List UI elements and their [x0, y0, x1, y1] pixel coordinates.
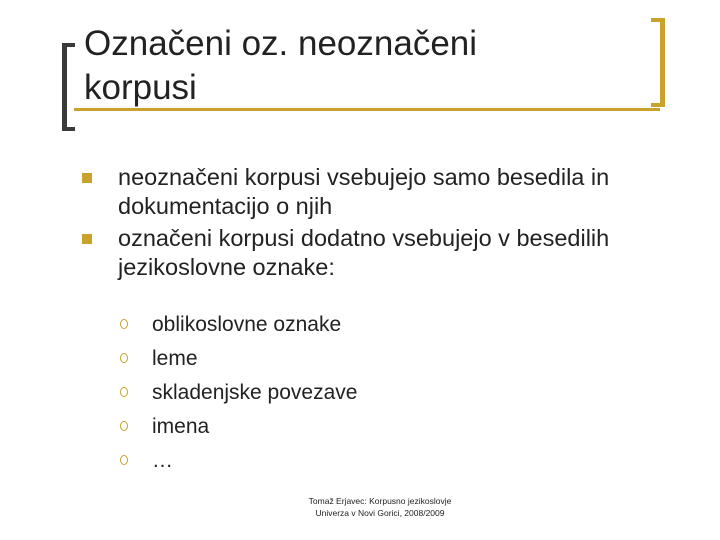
- sub-bullet-text: leme: [152, 347, 198, 370]
- slide-title-line-2: korpusi: [84, 68, 197, 107]
- sub-bullet-item: [118, 308, 518, 342]
- slide-title-line-1: Označeni oz. neoznačeni: [84, 24, 478, 63]
- bullet-list: [82, 163, 682, 285]
- slide-footer: [240, 495, 520, 519]
- ring-bullet-icon: [120, 387, 128, 397]
- ring-bullet-icon: [120, 421, 128, 431]
- bullet-text: neoznačeni korpusi vsebujejo samo besedila in dokumentacijo o njih: [118, 164, 610, 219]
- sub-bullet-text: imena: [152, 415, 210, 438]
- left-bracket-decoration: [62, 43, 74, 131]
- sub-bullet-text: …: [152, 449, 173, 472]
- square-bullet-icon: [82, 234, 92, 244]
- sub-bullet-item: [118, 376, 518, 410]
- ring-bullet-icon: [120, 353, 128, 363]
- footer-institution-line: Univerza v Novi Gorici, 2008/2009: [315, 508, 445, 518]
- ring-bullet-icon: [120, 319, 128, 329]
- footer-author-line: Tomaž Erjavec: Korpusno jezikoslovje: [308, 496, 452, 506]
- sub-bullet-item: [118, 444, 518, 478]
- bullet-item: [82, 163, 682, 221]
- sub-bullet-item: [118, 410, 518, 444]
- ring-bullet-icon: [120, 455, 128, 465]
- right-bracket-decoration: [651, 18, 665, 107]
- sub-bullet-text: oblikoslovne oznake: [152, 313, 342, 336]
- bullet-text: označeni korpusi dodatno vsebujejo v besedilih jezikoslovne oznake:: [118, 225, 610, 280]
- sub-bullet-text: skladenjske povezave: [152, 381, 358, 404]
- sub-bullet-list: [118, 308, 518, 478]
- sub-bullet-item: [118, 342, 518, 376]
- bullet-item: [82, 224, 682, 282]
- square-bullet-icon: [82, 173, 92, 183]
- slide-title: [84, 22, 644, 110]
